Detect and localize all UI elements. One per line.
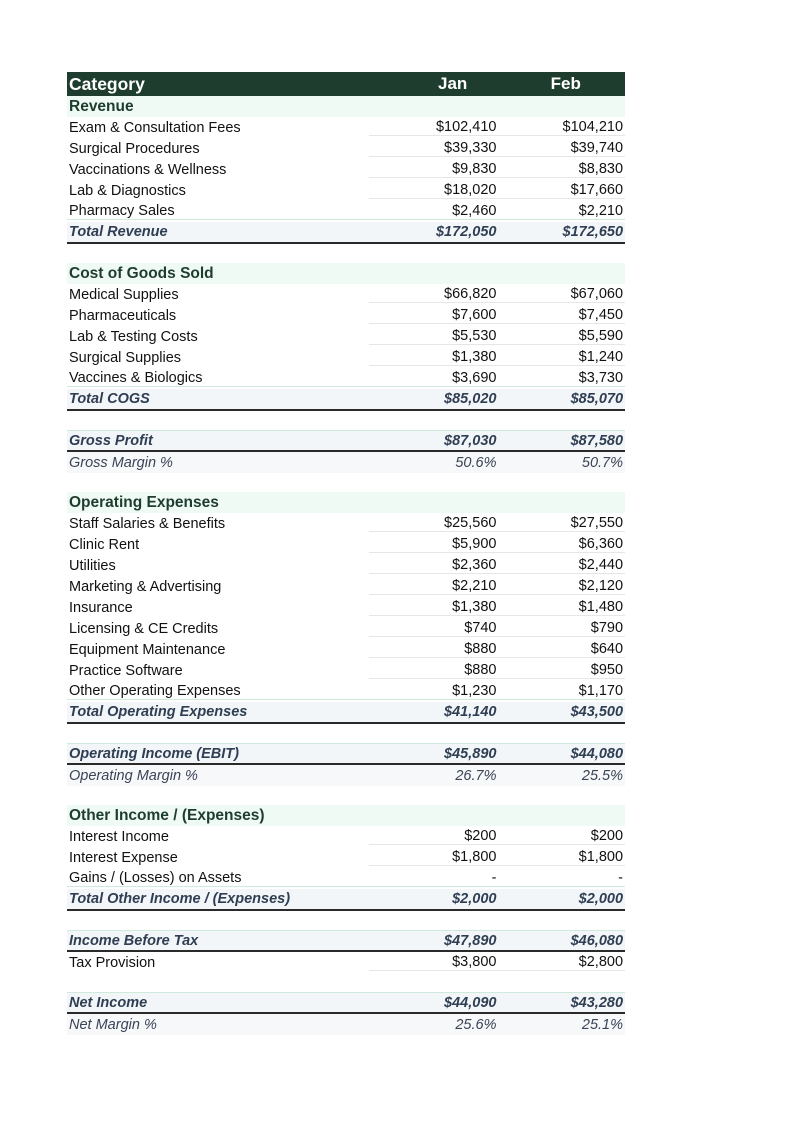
- table-row: [67, 576, 625, 597]
- table-row: [67, 305, 625, 326]
- section-revenue: [67, 96, 625, 117]
- table-row: [67, 681, 625, 702]
- row-label: Other Operating Expenses: [67, 683, 369, 700]
- value-feb: $67,060: [496, 286, 625, 303]
- row-label: Exam & Consultation Fees: [69, 119, 241, 136]
- table-row: [67, 868, 625, 889]
- value-jan: -: [369, 870, 497, 887]
- value-jan: $2,000: [452, 891, 497, 907]
- value-feb: $104,210: [496, 119, 625, 136]
- value-feb: $2,120: [496, 578, 625, 595]
- row-label: Gross Profit: [69, 432, 153, 449]
- value-jan: $66,820: [369, 286, 497, 303]
- revenue-items: [67, 117, 625, 222]
- header-category: Category: [69, 73, 145, 94]
- other-items: [67, 826, 625, 889]
- value-jan: $5,530: [369, 328, 497, 345]
- table-row: [67, 597, 625, 618]
- table-row: [67, 284, 625, 305]
- value-jan: $5,900: [369, 536, 497, 553]
- row-label: Interest Income: [69, 828, 169, 845]
- value-jan: $880: [369, 662, 497, 679]
- row-label: Gross Margin %: [69, 454, 173, 471]
- ebit-row: [67, 743, 625, 765]
- row-label: Surgical Procedures: [69, 140, 200, 157]
- section-title: Cost of Goods Sold: [69, 264, 214, 282]
- table-row: [67, 159, 625, 180]
- value-jan: $172,050: [435, 224, 497, 240]
- row-label: Operating Margin %: [69, 767, 198, 784]
- value-feb: $43,500: [570, 704, 624, 720]
- table-row: [67, 201, 625, 222]
- net-margin-row: [67, 1014, 625, 1035]
- table-row: [67, 326, 625, 347]
- row-label: Income Before Tax: [69, 932, 199, 949]
- total-cogs-row: [67, 389, 625, 411]
- table-row: [67, 534, 625, 555]
- value-jan: $2,460: [369, 203, 497, 220]
- value-jan: 50.6%: [455, 454, 497, 471]
- value-feb: $200: [496, 828, 625, 845]
- value-jan: $1,800: [369, 849, 497, 866]
- table-row: [67, 826, 625, 847]
- table-row: [67, 639, 625, 660]
- section-title: Revenue: [69, 97, 134, 115]
- value-feb: $2,440: [496, 557, 625, 574]
- table-row: [67, 138, 625, 159]
- cogs-items: [67, 284, 625, 389]
- value-feb: $2,000: [578, 891, 624, 907]
- gross-profit-row: [67, 430, 625, 452]
- value-jan: $18,020: [369, 182, 497, 199]
- operating-margin-row: [67, 765, 625, 786]
- value-feb: $3,730: [496, 370, 625, 387]
- table-row: [67, 660, 625, 681]
- row-label: Medical Supplies: [69, 286, 179, 303]
- row-label: Gains / (Losses) on Assets: [67, 870, 369, 887]
- row-label: Practice Software: [69, 662, 183, 679]
- value-jan: $45,890: [444, 745, 497, 762]
- total-opex-row: [67, 702, 625, 724]
- value-jan: $47,890: [444, 932, 497, 949]
- total-other-row: [67, 889, 625, 911]
- row-label: Equipment Maintenance: [69, 641, 226, 658]
- value-feb: 25.1%: [581, 1016, 624, 1033]
- row-label: Staff Salaries & Benefits: [69, 515, 226, 532]
- section-opex: [67, 492, 625, 513]
- value-feb: $85,070: [570, 391, 624, 407]
- table-row: [67, 368, 625, 389]
- value-jan: $7,600: [369, 307, 497, 324]
- row-label: Utilities: [69, 557, 116, 574]
- header-row: [67, 72, 625, 96]
- section-title: Other Income / (Expenses): [69, 806, 265, 824]
- table-row: [67, 117, 625, 138]
- value-feb: $5,590: [496, 328, 625, 345]
- row-label: Net Income: [69, 994, 148, 1011]
- row-label: Total COGS: [69, 391, 150, 407]
- value-jan: 25.6%: [455, 1016, 497, 1033]
- row-label: Lab & Testing Costs: [69, 328, 198, 345]
- value-jan: $39,330: [369, 140, 497, 157]
- section-title: Operating Expenses: [69, 493, 219, 511]
- row-label: Clinic Rent: [69, 536, 140, 553]
- value-feb: $950: [496, 662, 625, 679]
- net-income-row: [67, 992, 625, 1014]
- value-feb: $17,660: [496, 182, 625, 199]
- value-feb: $44,080: [570, 745, 624, 762]
- table-row: [67, 618, 625, 639]
- value-feb: 50.7%: [581, 454, 624, 471]
- table-row: [67, 180, 625, 201]
- value-jan: $25,560: [369, 515, 497, 532]
- value-feb: $1,800: [496, 849, 625, 866]
- value-jan: $9,830: [369, 161, 497, 178]
- total-revenue-row: [67, 222, 625, 244]
- value-jan: $2,360: [369, 557, 497, 574]
- value-feb: $6,360: [496, 536, 625, 553]
- table-row: [67, 513, 625, 534]
- row-label: Net Margin %: [69, 1016, 157, 1033]
- row-label: Marketing & Advertising: [69, 578, 222, 595]
- table-row: [67, 847, 625, 868]
- table-row: [67, 555, 625, 576]
- value-jan: $41,140: [444, 704, 497, 720]
- row-label: Lab & Diagnostics: [69, 182, 186, 199]
- value-feb: $7,450: [496, 307, 625, 324]
- value-feb: -: [496, 870, 625, 887]
- value-feb: $39,740: [496, 140, 625, 157]
- value-jan: 26.7%: [455, 767, 497, 784]
- value-feb: $27,550: [496, 515, 625, 532]
- header-jan: Jan: [437, 74, 468, 93]
- row-label: Vaccinations & Wellness: [69, 161, 227, 178]
- value-jan: $1,230: [369, 683, 497, 700]
- value-feb: $8,830: [496, 161, 625, 178]
- row-label: Vaccines & Biologics: [67, 370, 369, 387]
- row-label: Pharmaceuticals: [69, 307, 177, 324]
- row-label: Licensing & CE Credits: [69, 620, 219, 637]
- value-feb: $2,800: [496, 954, 625, 971]
- value-feb: 25.5%: [581, 767, 624, 784]
- value-jan: $2,210: [369, 578, 497, 595]
- row-label: Total Other Income / (Expenses): [69, 891, 291, 907]
- value-jan: $3,800: [369, 954, 497, 971]
- row-label: Interest Expense: [69, 849, 178, 866]
- value-jan: $1,380: [369, 599, 497, 616]
- gross-margin-row: [67, 452, 625, 473]
- value-jan: $740: [369, 620, 497, 637]
- value-jan: $87,030: [444, 432, 497, 449]
- section-other-income: [67, 805, 625, 826]
- value-jan: $880: [369, 641, 497, 658]
- value-feb: $172,650: [562, 224, 624, 240]
- value-feb: $1,480: [496, 599, 625, 616]
- value-jan: $44,090: [444, 994, 497, 1011]
- value-feb: $1,170: [496, 683, 625, 700]
- value-feb: $46,080: [570, 932, 624, 949]
- opex-items: [67, 513, 625, 702]
- row-label: Surgical Supplies: [69, 349, 182, 366]
- value-feb: $43,280: [570, 994, 624, 1011]
- income-statement-table: [67, 72, 625, 1035]
- row-label: Operating Income (EBIT): [69, 745, 239, 762]
- value-feb: $790: [496, 620, 625, 637]
- row-label: Insurance: [69, 599, 133, 616]
- value-jan: $3,690: [369, 370, 497, 387]
- row-label: Total Revenue: [69, 224, 168, 240]
- value-jan: $1,380: [369, 349, 497, 366]
- row-label: Pharmacy Sales: [67, 203, 369, 220]
- value-feb: $640: [496, 641, 625, 658]
- tax-provision-row: [67, 952, 625, 973]
- table-row: [67, 347, 625, 368]
- row-label: Tax Provision: [69, 954, 156, 971]
- value-feb: $87,580: [570, 432, 624, 449]
- value-jan: $85,020: [444, 391, 497, 407]
- value-feb: $2,210: [496, 203, 625, 220]
- value-jan: $200: [369, 828, 497, 845]
- value-feb: $1,240: [496, 349, 625, 366]
- value-jan: $102,410: [369, 119, 497, 136]
- header-feb: Feb: [550, 74, 581, 93]
- row-label: Total Operating Expenses: [69, 704, 248, 720]
- section-cogs: [67, 263, 625, 284]
- income-before-tax-row: [67, 930, 625, 952]
